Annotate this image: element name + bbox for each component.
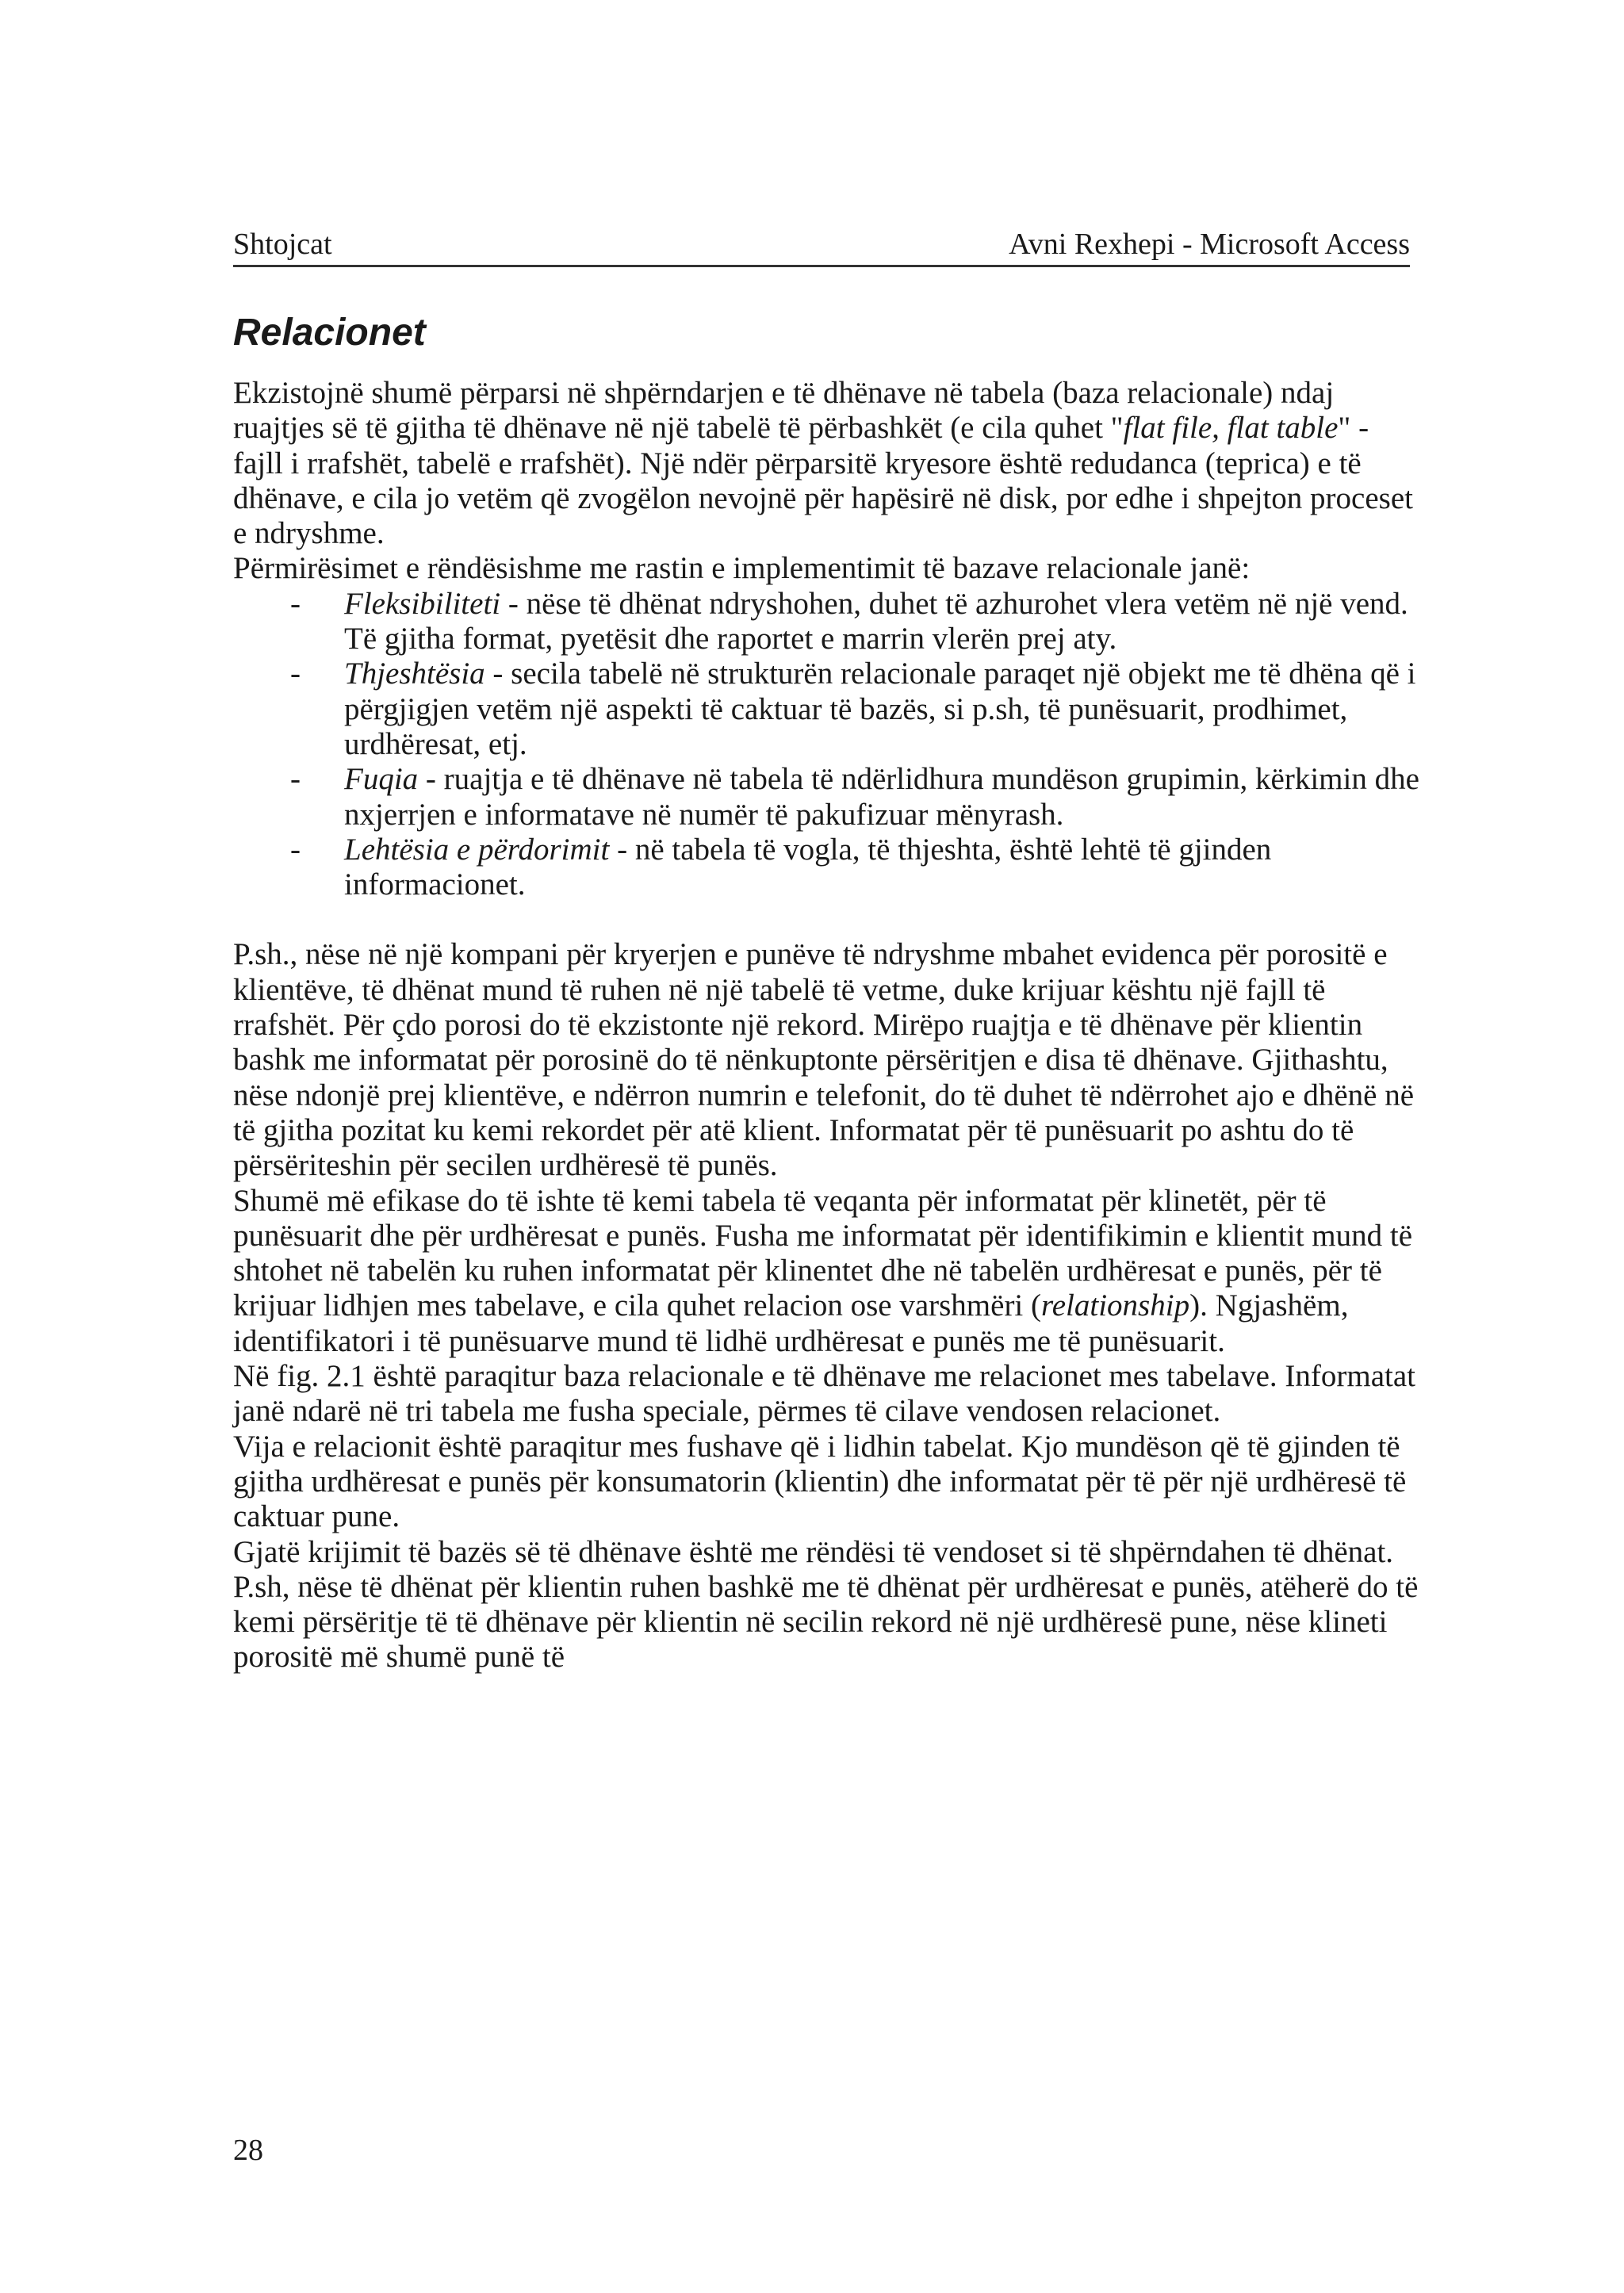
bullet-dash: -	[290, 832, 301, 867]
page-number: 28	[233, 2134, 263, 2167]
intro-italic-term: flat file, flat table	[1123, 411, 1339, 446]
header-book-title: Avni Rexhepi - Microsoft Access	[1009, 228, 1410, 261]
intro-paragraph	[233, 376, 1423, 551]
improvements-intro: Përmirësimet e rëndësishme me rastin e implementimit të bazave relacionale janë:	[233, 551, 1251, 586]
bullet-dash: -	[290, 762, 301, 797]
example-paragraph: P.sh., nëse në një kompani për kryerjen e punëve të ndryshme mbahet evidenca për porositë e klientëve, të dhënat mund të ruhen në një tabelë të vetme, duke krijuar kështu një fajll të rrafshët. Për çdo porosi do të ekzistonte një rekord. Mirëpo ruajtja e të dhënave për klientin bashk me informatat për porosinë do të nënkuptonte përsëritjen e disa të dhënave. Gjithashtu, nëse ndonjë prej klientëve, e ndërron numrin e telefonit, do të duhet të ndërrohet ajo e dhënë në të gjitha pozitat ku kemi rekordet për atë klient. Informatat për të punësuarit po ashtu do të përsëriteshin për secilen urdhëresë të punës.	[233, 937, 1415, 1183]
list-item	[233, 587, 1423, 657]
intro-text-part2: " - fajll i rrafshët, tabelë e rrafshët). Një ndër përparsitë kryesore është redudanca (teprica) e të dhënave, e cila jo vetëm që zvogëlon nevojnë për hapësirë në disk, por edhe i shpejton proceset e ndryshme.	[233, 411, 1413, 551]
bullet-term: Lehtësia e përdorimit	[344, 832, 610, 867]
bullet-term: Fleksibiliteti	[344, 586, 501, 621]
section-title: Relacionet	[233, 312, 426, 354]
efficient-text-part1: Shumë më efikase do të ishte të kemi tabela të veqanta për informatat për klinetët, për të punësuarit dhe për urdhëresat e punës. Fusha me informatat për identifikimin e klientit mund të shtohet në tabelën ku ruhen informatat për klinentet dhe në tabelën urdhëresat e punës, për të krijuar lidhjen mes tabelave, e cila quhet relacion ose varshmëri (	[233, 1183, 1413, 1323]
relationship-term: relationship	[1041, 1288, 1190, 1323]
relation-line-paragraph: Vija e relacionit është paraqitur mes fushave që i lidhin tabelat. Kjo mundëson që të gjinden të gjitha urdhëresat e punës për konsumatorin (klientin) dhe informatat për të për një urdhëresë të caktuar pune.	[233, 1429, 1407, 1534]
header-section-name: Shtojcat	[233, 228, 332, 261]
bullet-text: - secila tabelë në strukturën relacionale paraqet një objekt me të dhëna që i përgjigjen vetëm një aspekti të caktuar të bazës, si p.sh, të punësuarit, prodhimet, urdhëresat, etj.	[344, 657, 1416, 761]
bullet-dash: -	[290, 657, 301, 691]
list-item	[233, 657, 1423, 762]
body-text	[233, 376, 1423, 1675]
list-item	[233, 833, 1423, 903]
intro-text-part1: Ekzistojnë shumë përparsi në shpërndarjen e të dhënave në tabela (baza relacionale) ndaj ruajtjes së të gjitha të dhënave në një tabelë të përbashkët (e cila quhet "	[233, 376, 1335, 446]
bullet-dash: -	[290, 586, 301, 621]
list-item	[233, 762, 1423, 833]
efficient-paragraph	[233, 1184, 1423, 1359]
bullet-text: - ruajtja e të dhënave në tabela të ndërlidhura mundëson grupimin, kërkimin dhe nxjerrjen e informatave në numër të pakufizuar mënyrash.	[344, 762, 1419, 832]
bullet-term: Thjeshtësia	[344, 657, 485, 691]
bullet-text: - në tabela të vogla, të thjeshta, është lehtë të gjinden informacionet.	[344, 832, 1272, 902]
figure-paragraph: Në fig. 2.1 është paraqitur baza relacionale e të dhënave me relacionet mes tabelave. Informatat janë ndarë në tri tabela me fusha speciale, përmes të cilave vendosen relacionet.	[233, 1359, 1416, 1429]
final-paragraph: Gjatë krijimit të bazës së të dhënave është me rëndësi të vendoset si të shpërndahen të dhënat. P.sh, nëse të dhënat për klientin ruhen bashkë me të dhënat për urdhëresat e punës, atëherë do të kemi përsëritje të të dhënave për klientin në secilin rekord në një urdhëresë pune, nëse klineti porositë më shumë punë të	[233, 1534, 1419, 1675]
bullet-text: - nëse të dhënat ndryshohen, duhet të azhurohet vlera vetëm në një vend. Të gjitha format, pyetësit dhe raportet e marrin vlerën prej aty.	[344, 586, 1408, 657]
paragraph-gap	[233, 902, 1423, 937]
efficient-text-part2: ). Ngjashëm, identifikatori i të punësuarve mund të lidhë urdhëresat e punës me të punësuarit.	[233, 1288, 1349, 1358]
page-header	[233, 224, 1410, 267]
improvements-list	[233, 587, 1423, 903]
bullet-term: Fuqia	[344, 762, 419, 797]
